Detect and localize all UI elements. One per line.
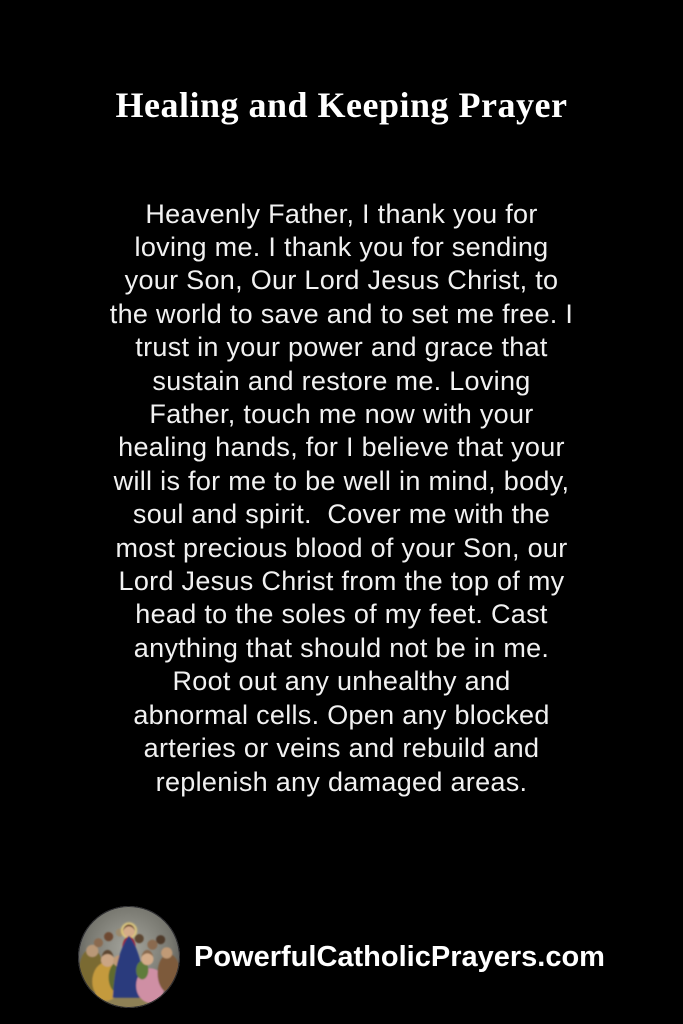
- prayer-line: replenish any damaged areas.: [155, 766, 528, 797]
- prayer-line: trust in your power and grace that: [135, 332, 548, 363]
- prayer-line: abnormal cells. Open any blocked: [133, 699, 550, 730]
- pentecost-painting-icon: [78, 906, 180, 1008]
- site-name: PowerfulCatholicPrayers.com: [194, 940, 605, 973]
- prayer-text: [0, 198, 683, 799]
- prayer-line: most precious blood of your Son, our: [115, 532, 568, 563]
- prayer-line: loving me. I thank you for sending: [134, 232, 549, 262]
- prayer-line: head to the soles of my feet. Cast: [135, 599, 548, 630]
- prayer-line: sustain and restore me. Loving: [152, 365, 531, 396]
- footer: [0, 906, 683, 1008]
- prayer-line: anything that should not be in me.: [133, 632, 550, 663]
- prayer-line: your Son, Our Lord Jesus Christ, to: [124, 265, 559, 296]
- prayer-line: arteries or veins and rebuild and: [143, 733, 540, 764]
- prayer-line: Father, touch me now with your: [149, 399, 534, 430]
- prayer-line: Root out any unhealthy and: [172, 666, 511, 697]
- prayer-line: Lord Jesus Christ from the top of my: [118, 566, 565, 597]
- prayer-line: healing hands, for I believe that your: [118, 432, 565, 463]
- prayer-line: Heavenly Father, I thank you for: [145, 198, 538, 229]
- page-title: Healing and Keeping Prayer: [115, 85, 568, 125]
- prayer-line: soul and spirit. Cover me with the: [132, 499, 551, 530]
- prayer-line: will is for me to be well in mind, body,: [113, 465, 570, 496]
- prayer-line: the world to save and to set me free. I: [109, 298, 574, 329]
